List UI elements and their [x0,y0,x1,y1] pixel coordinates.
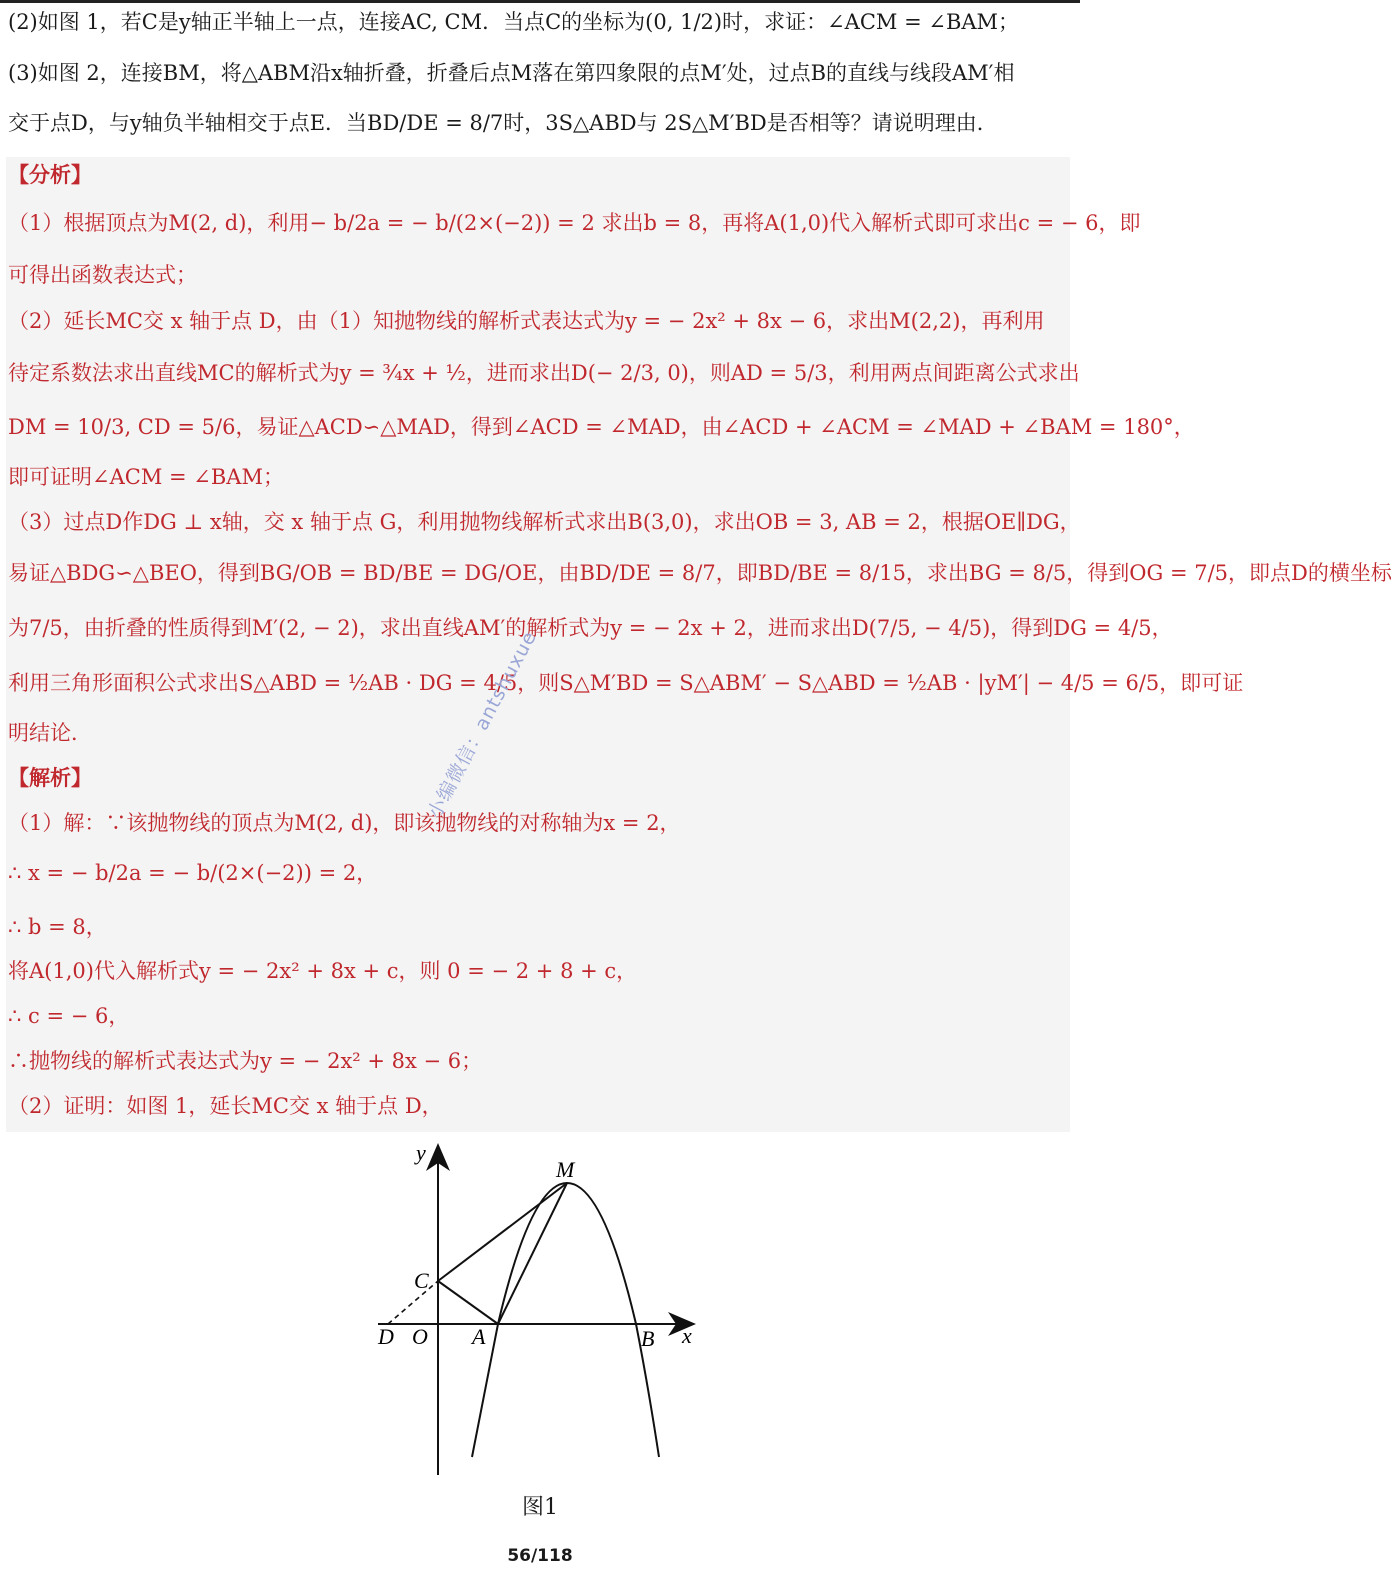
analysis-line: （2）延长MC交 x 轴于点 D，由（1）知抛物线的解析式表达式为y = − 2x² + 8x − 6，求出M(2,2)，再利用 [8,309,1045,333]
analysis-line: 为7/5，由折叠的性质得到M′(2, − 2)，求出直线AM′的解析式为y = − 2x + 2，进而求出D(7/5, − 4/5)，得到DG = 4/5， [8,616,1173,640]
question-part-3-line-1: (3)如图 2，连接BM，将△ABM沿x轴折叠，折叠后点M落在第四象限的点M′处，过点B的直线与线段AM′相 [8,61,1015,85]
analysis-line: 即可证明∠ACM = ∠BAM； [8,465,284,489]
analysis-line: 待定系数法求出直线MC的解析式为y = ¾x + ½，进而求出D(− 2/3, 0)，则AD = 5/3，利用两点间距离公式求出 [8,361,1080,385]
label-x: x [682,1323,692,1348]
solution-line: （2）证明：如图 1，延长MC交 x 轴于点 D， [8,1094,443,1118]
figure-caption: 图1 [522,1495,558,1520]
analysis-line: 易证△BDG∽△BEO，得到BG/OB = BD/BE = DG/OE，由BD/DE = 8/7，即BD/BE = 8/15，求出BG = 8/5，得到OG = 7/5，即点D的横坐标 [8,561,1392,585]
solution-line: 将A(1,0)代入解析式y = − 2x² + 8x + c，则 0 = − 2 + 8 + c， [8,959,638,983]
label-o: O [412,1324,428,1349]
solution-header: 【解析】 [8,766,92,790]
analysis-line: 利用三角形面积公式求出S△ABD = ½AB · DG = 4/5，则S△M′BD = S△ABM′ − S△ABD = ½AB · |yM′| − 4/5 = 6/5，即可证 [8,671,1244,695]
label-d: D [378,1324,394,1349]
solution-line: ∴ x = − b/2a = − b/(2×(−2)) = 2， [8,861,378,885]
question-part-2: (2)如图 1，若C是y轴正半轴上一点，连接AC, CM．当点C的坐标为(0, 1/2)时，求证：∠ACM = ∠BAM； [8,10,1020,34]
analysis-line: （1）根据顶点为M(2, d)，利用− b/2a = − b/(2×(−2)) = 2 求出b = 8，再将A(1,0)代入解析式即可求出c = − 6，即 [8,211,1141,235]
extension-dc [388,1281,438,1324]
solution-line: ∴ b = 8， [8,915,107,939]
watermark: 小编微信：antshuxue [423,627,542,823]
analysis-header: 【分析】 [8,163,92,187]
solution-line: ∴抛物线的解析式表达式为y = − 2x² + 8x − 6； [8,1049,483,1073]
question-part-3-line-2: 交于点D，与y轴负半轴相交于点E．当BD/DE = 8/7时，3S△ABD与 2S△M′BD是否相等？请说明理由． [8,111,998,135]
label-m: M [556,1157,575,1182]
analysis-line: 明结论． [8,721,92,745]
analysis-line: DM = 10/3, CD = 5/6，易证△ACD∽△MAD，得到∠ACD = ∠MAD，由∠ACD + ∠ACM = ∠MAD + ∠BAM = 180°， [8,415,1195,439]
solution-line: ∴ c = − 6， [8,1004,130,1028]
label-b: B [641,1326,655,1351]
top-rule [0,0,1080,3]
parabola-diagram [360,1135,720,1495]
figure-1 [360,1135,720,1495]
segment-ca [438,1281,498,1324]
label-c: C [414,1268,429,1293]
page-number: 56/118 [507,1546,573,1566]
label-y: y [416,1140,426,1165]
segment-cm [438,1183,567,1281]
solution-line: （1）解：∵该抛物线的顶点为M(2, d)，即该抛物线的对称轴为x = 2， [8,811,681,835]
analysis-line: 可得出函数表达式； [8,263,197,287]
segment-am [498,1183,567,1324]
analysis-line: （3）过点D作DG ⊥ x轴，交 x 轴于点 G，利用抛物线解析式求出B(3,0)，求出OB = 3, AB = 2，根据OE∥DG， [8,510,1081,534]
label-a: A [472,1324,486,1349]
